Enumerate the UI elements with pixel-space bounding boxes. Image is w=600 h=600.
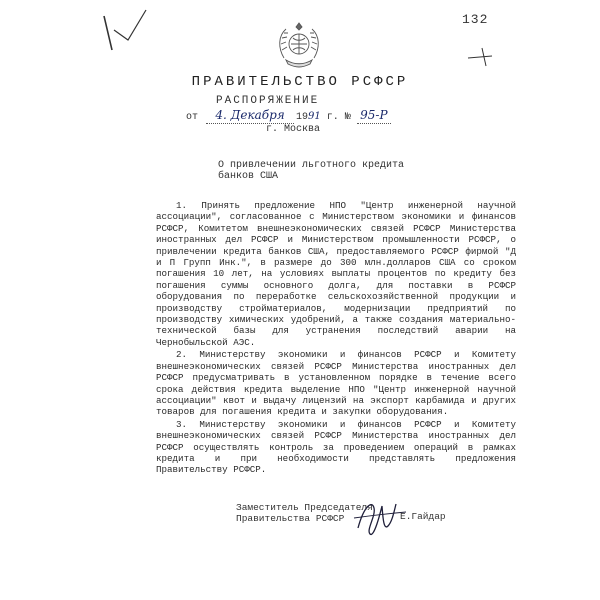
paragraph-1: 1. Принять предложение НПО "Центр инженерной научной ассоциации", согласованное с Министерством экономики и финансов РСФСР, Комитетом внешнеэкономических связей РСФСР Министерства иностранных дел РСФСР и Министерством промышленности РСФСР, о привлечении кредита банков США, предоставляемого РСФСР фирмой "Д и П Групп Инк.", в размере до 300 млн.долларов США со сроком погашения 10 лет, на условиях выплаты процентов по кредиту без погашения суммы основного долга, для поставки в РСФСР оборудования по переработке сельскохозяйственной продукции и производству стройматериалов, модернизации предприятий по производству химических удобрений, а также создания материально-технической базы для устранения последствий аварии на Чернобыльской АЭС. [156,200,516,348]
order-body [156,200,516,477]
date-handwritten: 4. Декабря [215,108,285,122]
state-emblem-icon [274,20,324,70]
right-cross-mark [482,48,486,66]
government-title: ПРАВИТЕЛЬСТВО РСФСР [191,74,409,90]
year-handwritten: 91 [308,111,321,122]
date-line [186,108,391,124]
subject-line: О привлечении льготного кредита [218,160,405,171]
subject [218,160,404,182]
signatory-title-line: Заместитель Председателя [236,502,373,513]
year-prefix: 19 [296,112,309,123]
paragraph-2: 2. Министерству экономики и финансов РСФСР и Комитету внешнеэкономических связей РСФСР Министерства иностранных дел РСФСР предусматривать в установленном порядке в течение всего срока действия кредита выделение НПО "Центр инженерной научной ассоциации" квот и выдачу лицензий на экспорт карбамида и других товаров для погашения кредита и закупки оборудования. [156,349,516,418]
subject-line: банков США [218,171,279,182]
corner-tick-mark [104,16,112,50]
order-title: РАСПОРЯЖЕНИЕ [216,95,320,107]
corner-check-mark [114,10,146,40]
city: г. Москва [266,124,321,135]
date-prefix: от [186,112,199,123]
number-sign: № [344,112,351,123]
year-label: г. [326,112,339,123]
signatory-title-line: Правительства РСФСР [236,513,345,524]
right-dash-mark [468,56,492,58]
paragraph-3: 3. Министерству экономики и финансов РСФСР и Комитету внешнеэкономических связей РСФСР Министерства иностранных дел РСФСР осуществлять контроль за проведением операций в рамках кредита и при необходимости представлять предложения Правительству РСФСР. [156,418,516,476]
page-number: 132 [462,12,489,27]
order-number-handwritten: 95-Р [360,108,388,122]
signatory-name: Е.Гайдар [400,511,446,522]
